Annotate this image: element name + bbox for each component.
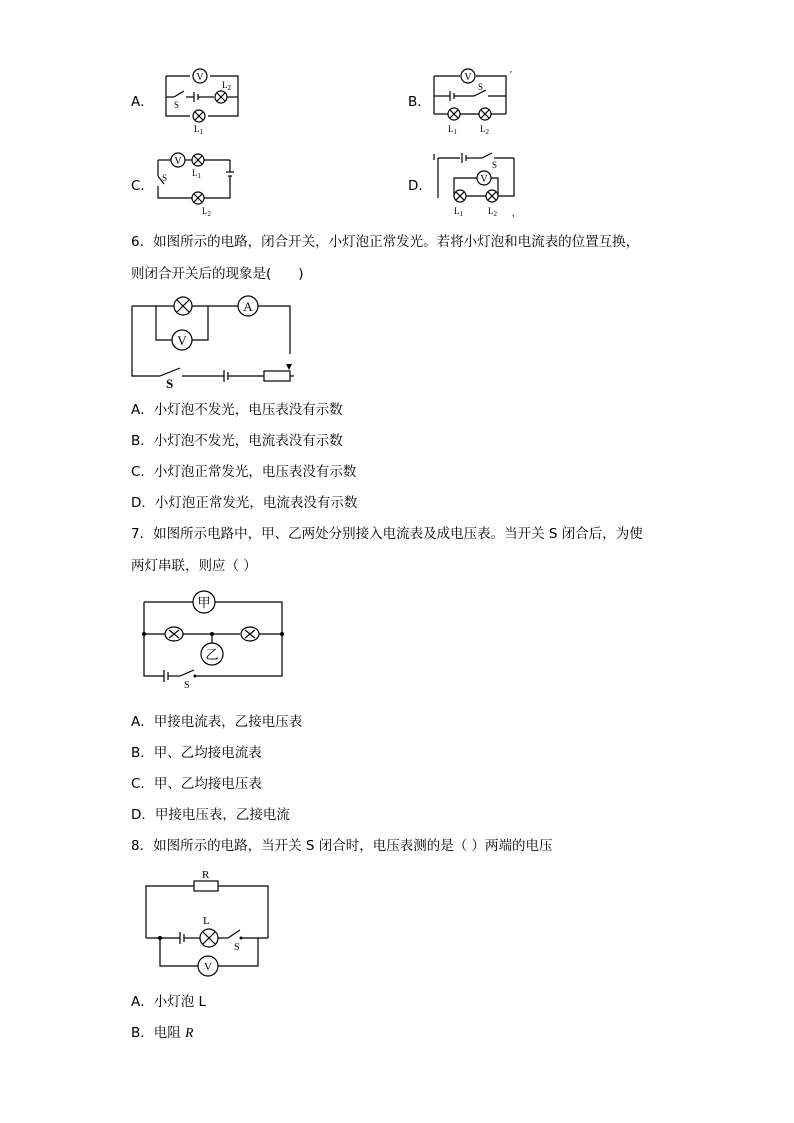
lamp1-label: $L_1$ (194, 124, 203, 136)
switch-label: S (478, 82, 484, 92)
lamp1-label: $L_1$ (448, 124, 457, 136)
q7-option-b[interactable]: B．甲、乙均接电流表 (131, 745, 262, 761)
lamp2-label: $L_2$ (202, 206, 211, 218)
voltmeter-label: V (177, 333, 187, 348)
q8-option-b-var: R (185, 1025, 194, 1040)
lamp2-label: $L_2$ (480, 124, 489, 136)
q6-option-a[interactable]: A．小灯泡不发光，电压表没有示数 (131, 402, 343, 418)
switch-label: S (174, 100, 180, 110)
q5-option-b-circuit (430, 66, 540, 136)
q7-option-c[interactable]: C．甲、乙均接电压表 (131, 776, 262, 792)
q6-option-c[interactable]: C．小灯泡正常发光，电压表没有示数 (131, 464, 357, 480)
q7-stem-line1: 7．如图所示电路中，甲、乙两处分别接入电流表及成电压表。当开关 S 闭合后，为使 (131, 526, 643, 542)
q6-option-b[interactable]: B．小灯泡不发光，电流表没有示数 (131, 433, 343, 449)
lamp2-label: $L_2$ (488, 206, 497, 218)
switch-label: S (166, 376, 174, 391)
jia-meter-label: 甲 (197, 595, 211, 610)
voltmeter-label: V (204, 961, 212, 973)
q6-option-d[interactable]: D．小灯泡正常发光，电流表没有示数 (131, 495, 358, 511)
q6-stem-line1: 6．如图所示的电路，闭合开关，小灯泡正常发光。若将小灯泡和电流表的位置互换， (131, 234, 640, 250)
switch-label: S (234, 942, 240, 953)
lamp-label: L (203, 915, 210, 927)
voltmeter-label: V (174, 156, 182, 167)
lamp1-label: $L_1$ (192, 168, 201, 180)
resistor-label: R (202, 869, 210, 881)
q5-option-b-letter[interactable]: B． (408, 94, 431, 110)
q8-circuit-figure (140, 866, 280, 976)
q8-option-b[interactable] (131, 1023, 193, 1043)
ammeter-label: A (243, 299, 253, 314)
q5-option-d-letter[interactable]: D． (408, 178, 432, 194)
stray-mark: , (512, 208, 515, 219)
q7-circuit-figure (140, 590, 290, 690)
q5-option-d-circuit (430, 148, 540, 220)
q8-option-b-prefix: B．电阻 (131, 1025, 186, 1041)
voltmeter-label: V (464, 72, 472, 83)
switch-label: S (492, 160, 498, 170)
yi-meter-label: 乙 (205, 647, 219, 662)
voltmeter-label: V (196, 72, 204, 83)
lamp2-label: $L_2$ (222, 80, 231, 92)
q8-stem-line1: 8．如图所示的电路，当开关 S 闭合时，电压表测的是（ ）两端的电压 (131, 838, 553, 854)
q6-circuit-figure (130, 292, 310, 391)
q5-option-a-letter[interactable]: A． (131, 94, 154, 110)
q7-option-d[interactable]: D．甲接电压表，乙接电流 (131, 807, 290, 823)
q5-option-c-letter[interactable]: C． (131, 178, 154, 194)
switch-label: S (184, 680, 190, 691)
q5-option-a-circuit (160, 64, 260, 134)
q7-stem-line2: 两灯串联，则应（ ） (131, 558, 257, 574)
q7-option-a[interactable]: A．甲接电流表，乙接电压表 (131, 714, 303, 730)
q8-option-a[interactable]: A．小灯泡 L (131, 994, 207, 1010)
voltmeter-label: V (480, 174, 488, 185)
switch-label: S (162, 173, 168, 183)
stray-mark: ' (510, 70, 512, 81)
lamp1-label: $L_1$ (454, 206, 463, 218)
q6-stem-line2: 则闭合开关后的现象是( ) (131, 266, 304, 282)
q5-option-c-circuit (154, 148, 254, 218)
